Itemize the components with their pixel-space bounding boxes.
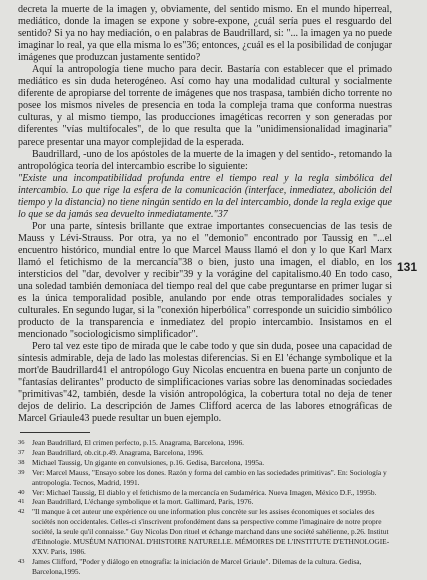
footnote-text: Michael Taussig, Un gigante en convulsiones, p.16. Gedisa, Barcelona, 1995a. [32, 457, 265, 467]
footnote-text: Jean Baudrillard, ob.cit.p.49. Anagrama, Barcelona, 1996. [32, 447, 204, 457]
footnote-number: 42 [18, 508, 25, 516]
footnote-text: James Clifford, "Poder y diálogo en etnografía: la iniciación de Marcel Griaule". Dilemas de la cultura. Gedisa, Barcelona,1995. [32, 556, 362, 576]
footnote [18, 458, 390, 468]
footnote-number: 36 [18, 439, 25, 446]
footnote-text: Jean Baudrillard, L'échange symbolique et la mort. Gallimard, Paris, 1976. [32, 497, 254, 507]
footnote [18, 488, 390, 498]
footnote [18, 448, 390, 458]
block-quote: "Existe una incompatibilidad profunda entre el tiempo real y la regla simbólica del intercambio. Lo que rige la esfera de la comunicación (interface, inmediatez, abolición del tiempo y la distancia) no tiene ningún sentido en la del intercambio, donde la regla exige que lo que se da jamás sea devuelto inmediatamente."37 [18, 172, 392, 220]
paragraph: decreta la muerte de la imagen y, obviamente, del sentido mismo. En el mundo hiperreal, mediático, donde la imagen se expone y sobre-expone, ¿cuál sería pues el resguardo del sentido? Si ya no hay mediación, o en palabras de Baudrillard, si: "... la imagen ya no puede imaginar lo real, ya que ella misma lo es"36; entonces, ¿cuál es el la posibilidad de conjugar imágenes que produzcan justamente sentido? [18, 4, 392, 64]
footnote [18, 438, 390, 448]
paragraph: Pero tal vez este tipo de mirada que le cabe todo y que sin duda, posee una capacidad de síntesis admirable, deja de lado las molestas diferencias. Si en El 'échange symbolique et la mort'de Baudrillard41 el antropólogo Guy Nicolas encuentra en buena parte un conjunto de "fantasías delirantes" producto de simplificaciones varias sobre las denominadas sociedades "primitivas"42, también, desde la visión antropológica, la cobertura total no deja de tener dejos de delirio. La descripción de James Clifford acerca de las labores etnográficas de Marcel Griaule43 puede resultar un buen ejemplo. [18, 341, 392, 425]
body-text [18, 4, 392, 425]
paragraph: Por una parte, síntesis brillante que extrae importantes consecuencias de las tesis de Mauss y Lévi-Strauss. Por otra, ya no el "demonio" encontrado por Taussig en "...el encuentro histórico, mundial entre lo que Marcel Mauss llamó el don y lo que Karl Marx llamó el fetichismo de la mercancía"38 o bien, justo una imagen, el diablo, en los intersticios del "dar, devolver y recibir"39 y la vorágine del capitalismo.40 En todo caso, una soledad también demoníaca del tiempo real del que cabe preguntarse en primer lugar si es la única temporalidad posible, anulando por ende otras temporalidades sociales y culturales. En segundo lugar, si la "conexión hiperbólica" corresponde un suicidio simbólico producto de la transparencia e inmediatez del propio intercambio. Insistamos en el mencionado "sociologicismo simplificador". [18, 220, 392, 341]
footnote-divider [20, 432, 90, 433]
footnote [18, 468, 390, 488]
footnote-number: 38 [18, 458, 25, 466]
footnote-number: 40 [18, 488, 25, 496]
footnote-text: "Il manque à cet auteur une expérience ou une information plus concrète sur les assises économiques et sociales des sociétés non occidentales. Celles-ci s'inscrivent profondément dans sa perspective comme l'imaginaire de notre propre société, la seule qu'il connaisse." Guy Nicolas Don rituel et échange marchand dans une société sahélienne, p.26. Institut d'Ethnologie. MUSÉUM NATIONAL D'HISTOIRE NATURELLE. MÉMOIRES DE L'INSTITUTE D'ETHNOLOGIE-XXV. Paris, 1986. [32, 507, 390, 556]
footnote [18, 497, 390, 507]
footnote [18, 507, 390, 557]
footnote [18, 557, 390, 577]
footnote-text: Ver: Marcel Mauss, "Ensayo sobre los dones. Razón y forma del cambio en las sociedades primitivas". En: Sociología y antropología. Tecnos, Madrid, 1991. [32, 467, 387, 487]
footnote-text: Ver: Michael Taussig, El diablo y el fetichismo de la mercancía en Sudamérica. Nueva Imagen, México D.F., 1995b. [32, 487, 377, 497]
paragraph: Baudrillard, -uno de los apóstoles de la muerte de la imagen y del sentido-, retomando la antropológica teoría del intercambio escribe lo siguiente: [18, 148, 392, 172]
footnote-number: 43 [18, 557, 25, 565]
footnote-number: 41 [18, 498, 25, 506]
footnote-number: 37 [18, 448, 25, 456]
footnote-text: Jean Baudrillard, El crimen perfecto, p.15. Anagrama, Barcelona, 1996. [32, 438, 244, 447]
page-number: 131 [397, 260, 418, 274]
footnote-number: 39 [18, 468, 25, 476]
paragraph: Aquí la antropología tiene mucho para decir. Bastaría con establecer que el primado mediático es sin duda heterogéneo. Así como hay una modalidad cultural y socialmente diferente de apropiarse del torrente de imágenes que nos traspasa, también dicho torrente no posee los mismos niveles de presencia en toda la compleja trama que conforma nuestras culturas, y al mismo tiempo, las producciones imagéticas recorren y son generadas por diferentes "vías multifocales", de lo que resulta que la "unidimensionalidad imaginaria" parece presentar una mayor complejidad de la esperada. [18, 64, 392, 148]
footnotes [18, 438, 390, 577]
